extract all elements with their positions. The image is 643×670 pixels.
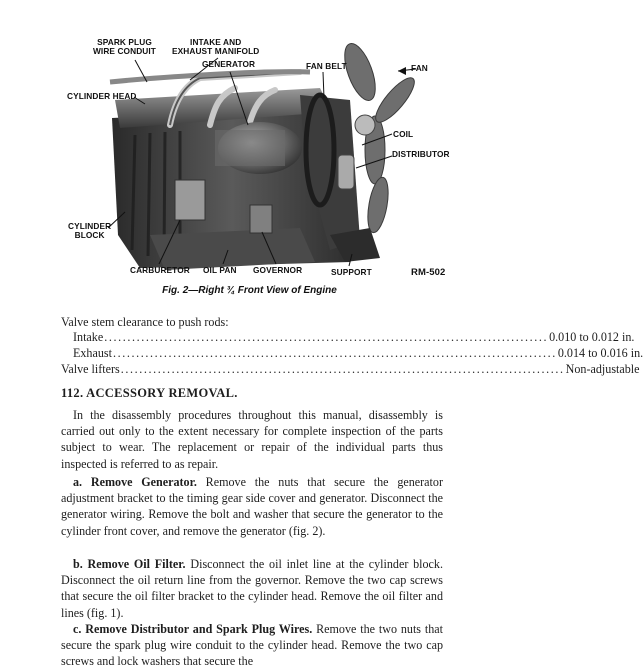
figure-caption: Fig. 2—Right ¾ Front View of Engine xyxy=(162,285,337,296)
label-cylinder-block: CYLINDER BLOCK xyxy=(68,221,112,240)
spec-row-valve-lifters xyxy=(61,362,640,377)
spec-row-intake xyxy=(73,330,635,345)
spec-label: Valve lifters xyxy=(61,362,120,376)
spec-label: Intake xyxy=(73,330,104,344)
step-body: Disconnect the oil inlet line at the cylinder block. Disconnect the oil return line from the governor. Remove the two cap screws that secure the oil filter bracket to the cylinder head. Remove the oil filter and lines (fig. 1). xyxy=(61,557,443,620)
label-spark-plug-wire-conduit: SPARK PLUG WIRE CONDUIT xyxy=(93,37,156,56)
dot-leader: ................................................................................................ xyxy=(112,346,557,360)
label-cylinder-head: CYLINDER HEAD xyxy=(67,91,137,101)
step-subhead: a. Remove Generator. xyxy=(73,475,197,489)
step-subhead: b. Remove Oil Filter. xyxy=(73,557,186,571)
dot-leader: ................................................................................................ xyxy=(104,330,549,344)
label-fan-belt: FAN BELT xyxy=(306,61,347,71)
label-fan: FAN xyxy=(411,63,428,73)
spec-label: Exhaust xyxy=(73,346,112,360)
label-carburetor: CARBURETOR xyxy=(130,265,190,275)
step-body: Remove the nuts that secure the generator adjustment bracket to the timing gear side cover and generator. Disconnect the generator wiring. Remove the bolt and washer that secure the generator to the cylinder front cover, and remove the generator (fig. 2). xyxy=(61,475,443,538)
label-distributor: DISTRIBUTOR xyxy=(392,149,450,159)
section-heading: 112. ACCESSORY REMOVAL. xyxy=(61,386,238,400)
section-intro: In the disassembly procedures throughout this manual, disassembly is carried out only to the extent necessary for complete inspection of the parts subject to wear. The replacement or repair of the individual parts thus inspected is referred to as repair. xyxy=(61,408,443,471)
step-subhead: c. Remove Distributor and Spark Plug Wires. xyxy=(73,622,313,636)
step-body: Remove the two nuts that secure the spark plug wire conduit to the cylinder head. Remove the two cap screws and lock washers that secure the xyxy=(61,622,444,669)
spec-value: 0.014 to 0.016 in. xyxy=(557,346,643,360)
label-oil-pan: OIL PAN xyxy=(203,265,237,275)
spec-intro: Valve stem clearance to push rods: xyxy=(61,315,229,329)
label-coil: COIL xyxy=(393,129,414,139)
label-intake-exhaust-manifold: INTAKE AND EXHAUST MANIFOLD xyxy=(172,37,260,56)
step-remove-distributor xyxy=(61,621,443,670)
spec-value: Non-adjustable xyxy=(565,362,640,376)
spec-value: 0.010 to 0.012 in. xyxy=(549,330,635,344)
label-support: SUPPORT xyxy=(331,267,372,277)
dot-leader: ................................................................................................ xyxy=(120,362,565,376)
step-remove-oil-filter xyxy=(61,556,443,621)
step-remove-generator xyxy=(61,474,443,539)
figure-code: RM-502 xyxy=(411,267,446,278)
label-governor: GOVERNOR xyxy=(253,265,303,275)
label-generator: GENERATOR xyxy=(202,59,256,69)
engine-figure xyxy=(0,0,499,300)
spec-row-exhaust xyxy=(73,346,643,361)
